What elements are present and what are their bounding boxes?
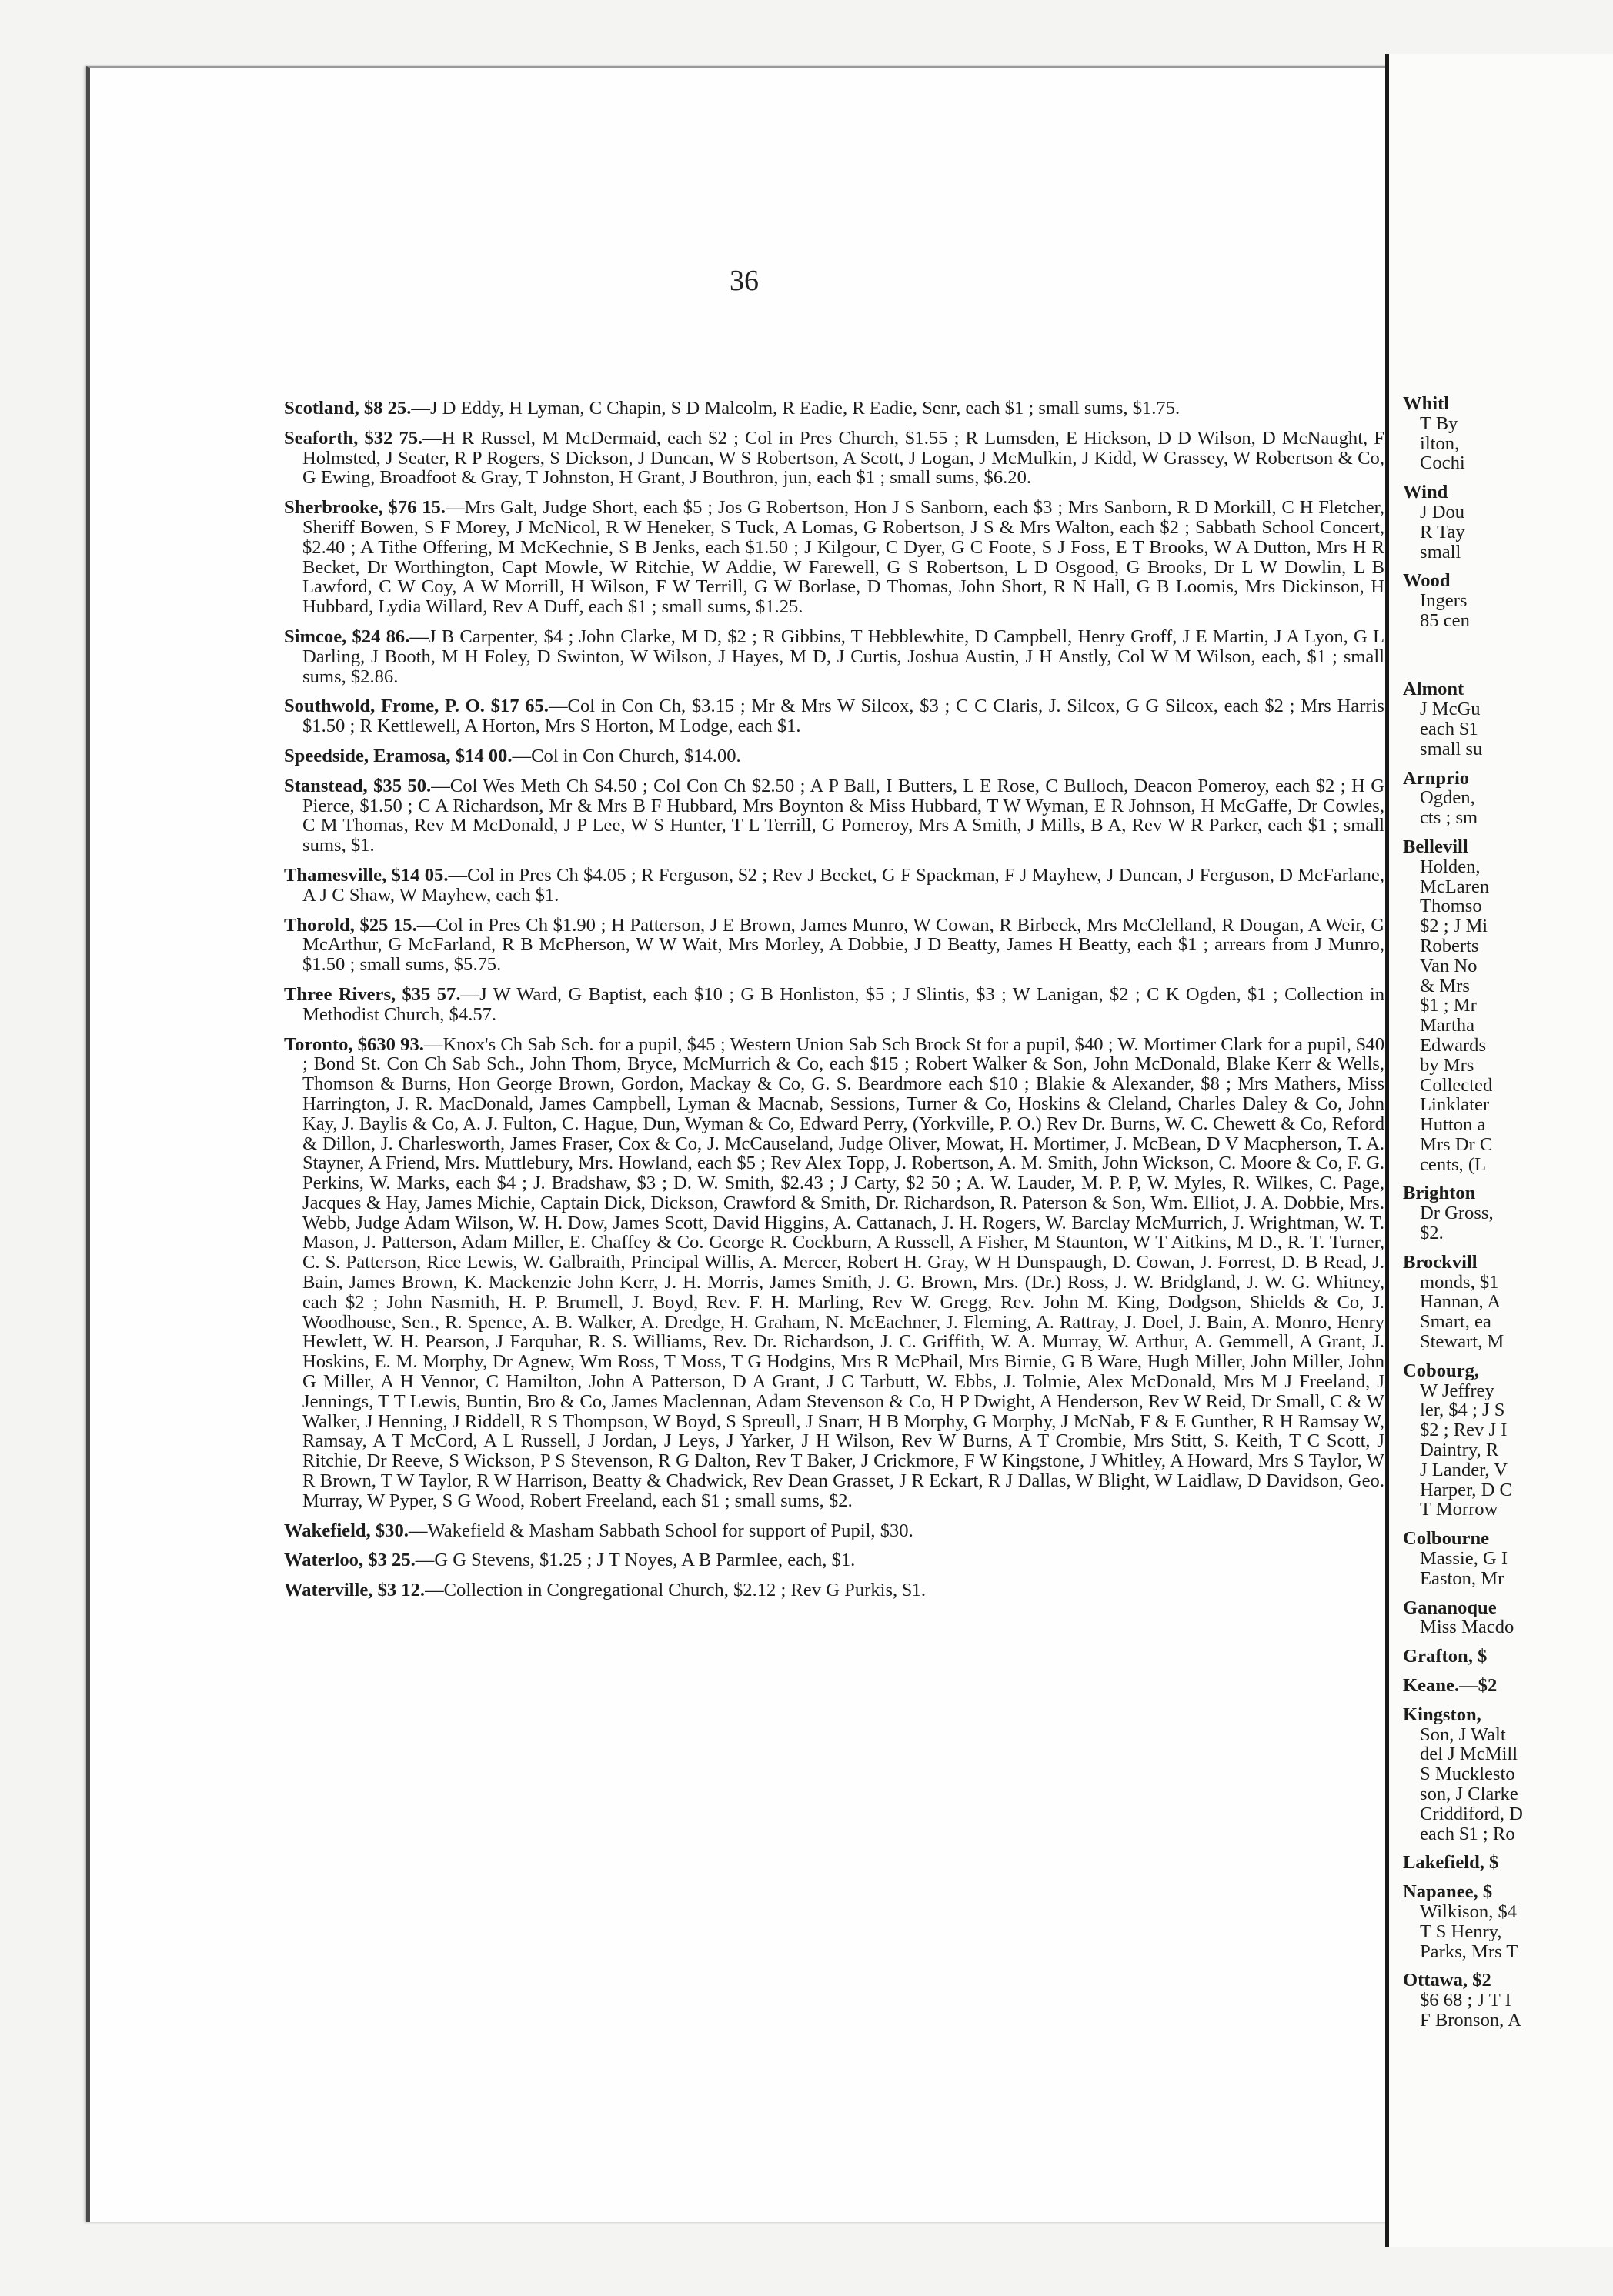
subscription-entry bbox=[284, 696, 1384, 736]
right-entry-line: Smart, ea bbox=[1420, 1311, 1491, 1333]
right-entry-heading: Cobourg, bbox=[1403, 1360, 1480, 1381]
right-entry-line: Cochi bbox=[1420, 452, 1465, 474]
right-entry-heading: Arnprio bbox=[1403, 767, 1470, 789]
right-entry-line: T S Henry, bbox=[1420, 1921, 1502, 1942]
entry-location-total: Waterville, $3 12. bbox=[284, 1580, 426, 1601]
entry-contributors: —Col in Con Ch, $3.15 ; Mr & Mrs W Silcox, $3 ; C C Claris, J. Silcox, G G Silcox, each $2 ; Mrs Harris $1.50 ; R Kettlewell, A Horton, Mrs S Horton, M Lodge, each $1. bbox=[302, 696, 1384, 737]
right-page-fragment bbox=[1385, 54, 1613, 2247]
right-entry-heading: Kingston, bbox=[1403, 1704, 1481, 1725]
right-entry-heading: Lakefield, $ bbox=[1403, 1852, 1499, 1874]
entry-location-total: Thorold, $25 15. bbox=[284, 914, 417, 936]
entry-location-total: Three Rivers, $35 57. bbox=[284, 983, 461, 1005]
right-entry-line: R Tay bbox=[1420, 521, 1465, 542]
right-entry-heading: Whitl bbox=[1403, 393, 1450, 414]
entry-contributors: —Col Wes Meth Ch $4.50 ; Col Con Ch $2.50 ; A P Ball, I Butters, L E Rose, C Bulloch, Deacon Pomeroy, each $2 ; H G Pierce, $1.50 ; C A Richardson, Mr & Mrs B F Hubbard, Mrs Boynton & Miss Hubbard, T W Wyman, E R Johnson, H McGaffe, Dr Cowles, C M Thomas, Rev M McDonald, J P Lee, W S Hunter, T L Terrill, G Pomeroy, Mrs A Smith, J Mills, B A, Rev W R Parker, each $1 ; small sums, $1. bbox=[302, 775, 1384, 856]
right-entry-line: small su bbox=[1420, 738, 1483, 759]
right-entry-line: ler, $4 ; J S bbox=[1420, 1400, 1505, 1421]
right-entry-heading: Keane.—$2 bbox=[1403, 1675, 1498, 1697]
right-entry-line: Harper, D C bbox=[1420, 1479, 1512, 1500]
right-entry-line: S Mucklesto bbox=[1420, 1764, 1515, 1785]
right-entry-line: Dr Gross, bbox=[1420, 1203, 1494, 1224]
right-entry-heading: Grafton, $ bbox=[1403, 1646, 1488, 1667]
right-entry-heading: Bellevill bbox=[1403, 836, 1468, 857]
entry-location-total: Seaforth, $32 75. bbox=[284, 427, 423, 449]
page-number: 36 bbox=[730, 265, 759, 297]
right-entry-line bbox=[1403, 651, 1613, 671]
right-entry-line: Ogden, bbox=[1420, 787, 1475, 809]
right-entry-line: Parks, Mrs T bbox=[1420, 1941, 1518, 1962]
right-entry-heading: Almont bbox=[1403, 679, 1464, 700]
entry-contributors: —Col in Pres Ch $4.05 ; R Ferguson, $2 ; Rev J Becket, G F Spackman, F J Mayhew, J Duncan, J Ferguson, D McFarlane, A J C Shaw, W Mayhew, each $1. bbox=[302, 864, 1384, 906]
entry-contributors: —Collection in Congregational Church, $2.12 ; Rev G Purkis, $1. bbox=[425, 1580, 927, 1601]
right-entry-line: W Jeffrey bbox=[1420, 1380, 1494, 1401]
entry-contributors: —Knox's Ch Sab Sch. for a pupil, $45 ; Western Union Sab Sch Brock St for a pupil, $40 ; W. Mortimer Clark for a pupil, $40 ; Bond St. Con Ch Sab Sch., John Thom, Bryce, McMurrich & Co, each $15 ; Robert Walker & Son, John McDonald, Blake Kerr & Wells, Thomson & Burns, Hon George Brown, Gordon, Mackay & Co, G. S. Beardmore each $10 ; Blakie & Alexander, $8 ; Mrs Mathers, Miss Harrington, J. R. MacDonald, James Campbell, Lyman & Macnab, Sessions, Turner & Co, Hoskins & Cleland, Charles Daley & Co, John Kay, J. Baylis & Co, A. J. Fulton, C. Hague, Dun, Wyman & Co, Edward Perry, (Yorkville, P. O.) Rev Dr. Burns, W. C. Chewett & Co, Reford & Dillon, J. Charlesworth, James Fraser, Cox & Co, J. McCauseland, Judge Oliver, Mowat, H. Mortimer, J. McBean, D V Macpherson, T. A. Stayner, A Friend, Mrs. Muttlebury, Mrs. Howland, each $5 ; Rev Alex Topp, J. Robertson, A. M. Smith, John Wickson, C. Moore & Co, F. G. Perkins, W. Marks, each $4 ; J. Bradshaw, $3 ; D. W. Smith, $2.43 ; J Carty, $2 50 ; A. W. Lauder, M. P. P, W. Myles, R. Wilkes, C. Page, Jacques & Hay, James Michie, Captain Dick, Dickson, Crawford & Smith, Dr. Richardson, R. Paterson & Son, Wm. Elliot, J. A. Dobbie, Mrs. Webb, Judge Adam Wilson, W. H. Dow, James Scott, David Higgins, A. Cattanach, J. H. Rogers, W. Barclay McMurrich, J. Wrightman, W. T. Mason, J. Patterson, Adam Miller, E. Chaffey & Co. George R. Cockburn, A Russell, A Fisher, M Staunton, W T Aitkins, M D., R. T. Turner, C. S. Patterson, Rice Lewis, W. Galbraith, Principal Willis, A. Mercer, Robert H. Gray, W H Dunspaugh, D. Cowan, J. Forrest, D. B Read, J. Bain, James Brown, K. Mackenzie John Kerr, J. H. Morris, James Smith, J. G. Brown, Mrs. (Dr.) Ross, J. W. Bridgland, J. W. G. Whitney, each $2 ; John Nasmith, H. P. Brumell, J. Boyd, Rev. F. H. Marling, Rev W. Gregg, Rev. John M. King, Dodgson, Shields & Co, J. Woodhouse, Sen., R. Spence, A. B. Walker, A. Dredge, H. Graham, N. McEachner, J. Fleming, A. Rattray, J. Doel, J. Bain, A. Monro, Henry Hewlett, W. H. Pearson, J Farquhar, R. S. Williams, Rev. Dr. Richardson, J. C. Griffith, W. A. Murray, W. Arthur, A. Gemmell, A Grant, J. Hoskins, E. M. Morphy, Dr Agnew, Wm Ross, T Moss, T G Hodgins, Mrs R McPhail, Mrs Birnie, G B Ware, Hugh Miller, John Miller, John G Miller, A H Vennor, C Hamilton, John A Patterson, D A Grant, J C Tarbutt, W. Ebbs, J. Tolmie, Alex McDonald, Mrs M J Freeland, J Jennings, T T Lewis, Buntin, Bro & Co, James Maclennan, Adam Stevenson & Co, H P Dwight, A Henderson, Rev W Reid, Dr Small, C & W Walker, J Henning, J Riddell, R S Thompson, W Boyd, S Spreull, J Snarr, H B Morphy, G Morphy, J McNab, F & E Gunther, R H Ramsay W, Ramsay, A T McCord, A L Russell, J Jordan, J Leys, J Yarker, J H Wilson, Rev W Burns, A T Crombie, Mrs Stitt, S. Keith, T C Scott, J Ritchie, Dr Reeve, S Wickson, P S Stevenson, R G Dalton, Rev T Baker, J Crickmore, F W Kingstone, J Whitley, A Howard, Mrs S Taylor, W R Brown, T W Taylor, R W Harrison, Beatty & Chadwick, Rev Dean Grasset, J R Eckart, R J Dallas, W Blight, W Laidlaw, D Davidson, Geo. Murray, W Pyper, S G Wood, Robert Freeland, each $1 ; small sums, $2. bbox=[302, 1033, 1384, 1511]
right-entry-line: J McGu bbox=[1420, 699, 1481, 720]
entry-contributors: —J D Eddy, H Lyman, C Chapin, S D Malcolm, R Eadie, R Eadie, Senr, each $1 ; small sums, $1.75. bbox=[411, 398, 1181, 419]
entry-contributors: —J W Ward, G Baptist, each $10 ; G B Honliston, $5 ; J Slintis, $3 ; W Lanigan, $2 ; C K Ogden, $1 ; Collection in Methodist Church, $4.57. bbox=[302, 983, 1384, 1025]
right-entry-line: ilton, bbox=[1420, 432, 1460, 454]
right-entry-line: 85 cen bbox=[1420, 609, 1470, 631]
entry-location-total: Wakefield, $30. bbox=[284, 1520, 409, 1541]
subscription-entry bbox=[284, 1550, 1384, 1570]
right-entry-line: Ingers bbox=[1420, 590, 1468, 612]
entry-location-total: Scotland, $8 25. bbox=[284, 398, 412, 419]
right-entry-heading: Colbourne bbox=[1403, 1528, 1490, 1550]
subscription-entry bbox=[284, 1521, 1384, 1541]
right-entry-line: Hannan, A bbox=[1420, 1291, 1501, 1313]
right-entry-line bbox=[1403, 631, 1613, 651]
subscription-entry bbox=[284, 776, 1384, 856]
right-entry-line: Son, J Walt bbox=[1420, 1724, 1506, 1745]
subscription-entry bbox=[284, 1580, 1384, 1600]
right-entry-heading: Brockvill bbox=[1403, 1251, 1478, 1273]
right-entry-line: Stewart, M bbox=[1420, 1331, 1504, 1353]
right-entry-line: each $1 bbox=[1420, 718, 1478, 739]
subscription-entry bbox=[284, 746, 1384, 766]
right-entry-line: $2. bbox=[1420, 1223, 1444, 1244]
right-entry-line: monds, $1 bbox=[1420, 1271, 1499, 1293]
entry-contributors: —G G Stevens, $1.25 ; J T Noyes, A B Parmlee, each, $1. bbox=[415, 1550, 856, 1571]
right-entry-line: Wilkison, $4 bbox=[1420, 1901, 1518, 1922]
entry-contributors: —J B Carpenter, $4 ; John Clarke, M D, $2 ; R Gibbins, T Hebblewhite, D Campbell, Henry Groff, J E Martin, J A Lyon, G L Darling, J Booth, M H Foley, D Swinton, W Wilson, J Hayes, M D, J Curtis, Joshua Austin, J H Anstly, Col W M Wilson, each, $1 ; small sums, $2.86. bbox=[302, 626, 1384, 687]
entry-contributors: —Col in Pres Ch $1.90 ; H Patterson, J E Brown, James Munro, W Cowan, R Birbeck, Mrs McClelland, R Dougan, A Weir, G McArthur, G McFarland, R B McPherson, W W Wait, Mrs Morley, A Dobbie, J D Beatty, James H Beatty, each $1 ; arrears from J Munro, $1.50 ; small sums, $5.75. bbox=[302, 914, 1384, 976]
right-entry-line: Criddiford, D bbox=[1420, 1803, 1523, 1824]
right-entry-line: by Mrs bbox=[1420, 1054, 1474, 1076]
right-entry-line: Easton, Mr bbox=[1420, 1567, 1504, 1589]
left-page bbox=[86, 66, 1398, 2222]
right-entry-line: Collected bbox=[1420, 1074, 1493, 1096]
subscription-entry bbox=[284, 627, 1384, 686]
subscription-entry bbox=[284, 866, 1384, 906]
right-entry-heading: Brighton bbox=[1403, 1183, 1476, 1204]
right-entry-line: J Lander, V bbox=[1420, 1459, 1508, 1480]
right-entry-heading: Gananoque bbox=[1403, 1597, 1497, 1618]
entry-location-total: Stanstead, $35 50. bbox=[284, 775, 432, 796]
right-entry-line: Linklater bbox=[1420, 1094, 1490, 1116]
subscription-entry bbox=[284, 985, 1384, 1025]
entry-contributors: —Mrs Galt, Judge Short, each $5 ; Jos G Robertson, Hon J S Sanborn, each $3 ; Mrs Sanborn, R D Morkill, C H Fletcher, Sheriff Bowen, S F Morey, J McNicol, R W Heneker, S Tuck, A Lomas, G Robertson, J S & Mrs Walton, each $2 ; Sabbath School Concert, $2.40 ; A Tithe Offering, M McKechnie, S B Jenks, each $1.50 ; J Kilgour, C Dyer, G C Foote, S J Foss, E T Brooks, W A Dutton, Mrs H R Becket, Dr Worthington, Capt Mowle, W Ritchie, W Addie, W Farewell, G S Robertson, L D Osgood, G Brooks, Dr L W Dowlin, L B Lawford, C W Coy, A W Morrill, H Wilson, F W Terrill, G W Borlase, D Thomas, John Short, R N Hall, G B Loomis, Mrs Dickinson, H Hubbard, Lydia Willard, Rev A Duff, each $1 ; small sums, $1.25. bbox=[302, 497, 1384, 618]
right-entry-heading: Napanee, $ bbox=[1403, 1881, 1493, 1903]
right-entry-heading: Wind bbox=[1403, 482, 1448, 503]
right-entry-heading: Ottawa, $2 bbox=[1403, 1970, 1491, 1991]
right-entry-line: & Mrs bbox=[1420, 975, 1470, 996]
entry-location-total: Waterloo, $3 25. bbox=[284, 1550, 416, 1571]
entry-contributors: —Wakefield & Masham Sabbath School for support of Pupil, $30. bbox=[408, 1520, 913, 1541]
entry-contributors: —H R Russel, M McDermaid, each $2 ; Col in Pres Church, $1.55 ; R Lumsden, E Hickson, D D Wilson, D McNaught, F Holmsted, J Seater, R P Rogers, S Dickson, J Duncan, W S Robertson, A Scott, J Logan, J McMulkin, J Kidd, W Grassey, W Robertson & Co, G Ewing, Broadfoot & Gray, T Johnston, H Grant, J Bouthron, jun, each $1 ; small sums, $6.20. bbox=[302, 427, 1384, 489]
entry-location-total: Southwold, Frome, P. O. $17 65. bbox=[284, 696, 549, 717]
right-entry-line: cts ; sm bbox=[1420, 807, 1478, 829]
right-entry-line: T Morrow bbox=[1420, 1499, 1498, 1520]
right-entry-line: $6 68 ; J T I bbox=[1420, 1990, 1511, 2011]
right-entry-line: Van No bbox=[1420, 955, 1478, 976]
right-entry-line: $1 ; Mr bbox=[1420, 995, 1477, 1016]
right-entry-line: Massie, G I bbox=[1420, 1548, 1508, 1570]
right-entry-line: son, J Clarke bbox=[1420, 1784, 1518, 1804]
right-entry-line: McLaren bbox=[1420, 876, 1490, 897]
right-entry-line: each $1 ; Ro bbox=[1420, 1823, 1515, 1844]
entry-location-total: Thamesville, $14 05. bbox=[284, 864, 449, 886]
right-entry-line: small bbox=[1420, 541, 1461, 562]
right-page-text bbox=[1403, 385, 1613, 2031]
entry-location-total: Simcoe, $24 86. bbox=[284, 626, 410, 647]
right-entry-line: J Dou bbox=[1420, 501, 1465, 522]
right-entry-line: Thomso bbox=[1420, 896, 1482, 917]
subscription-entry bbox=[284, 498, 1384, 617]
right-entry-line: Hutton a bbox=[1420, 1114, 1486, 1136]
right-entry-line: T By bbox=[1420, 412, 1458, 434]
right-entry-line: Mrs Dr C bbox=[1420, 1133, 1493, 1155]
right-entry-line: $2 ; J Mi bbox=[1420, 916, 1488, 937]
subscription-entry bbox=[284, 399, 1384, 419]
entry-location-total: Toronto, $630 93. bbox=[284, 1033, 424, 1055]
entry-location-total: Sherbrooke, $76 15. bbox=[284, 497, 446, 519]
entry-location-total: Speedside, Eramosa, $14 00. bbox=[284, 745, 513, 766]
right-entry-line: Roberts bbox=[1420, 935, 1479, 956]
right-entry-line: Edwards bbox=[1420, 1034, 1487, 1056]
right-entry-line: F Bronson, A bbox=[1420, 2009, 1521, 2031]
subscription-entry bbox=[284, 1035, 1384, 1511]
right-entry-line: del J McMill bbox=[1420, 1744, 1518, 1765]
right-entry-line: Martha bbox=[1420, 1015, 1475, 1036]
right-entry-heading: Wood bbox=[1403, 570, 1451, 592]
right-entry-line: Miss Macdo bbox=[1420, 1617, 1514, 1638]
subscription-entry bbox=[284, 429, 1384, 488]
entry-contributors: —Col in Con Church, $14.00. bbox=[512, 745, 741, 766]
right-entry-line: $2 ; Rev J I bbox=[1420, 1420, 1508, 1441]
right-entry-line: Holden, bbox=[1420, 856, 1481, 877]
right-entry-line: Daintry, R bbox=[1420, 1440, 1499, 1461]
right-entry-line: cents, (L bbox=[1420, 1153, 1487, 1175]
subscription-entry bbox=[284, 916, 1384, 975]
subscription-list bbox=[284, 399, 1384, 1610]
